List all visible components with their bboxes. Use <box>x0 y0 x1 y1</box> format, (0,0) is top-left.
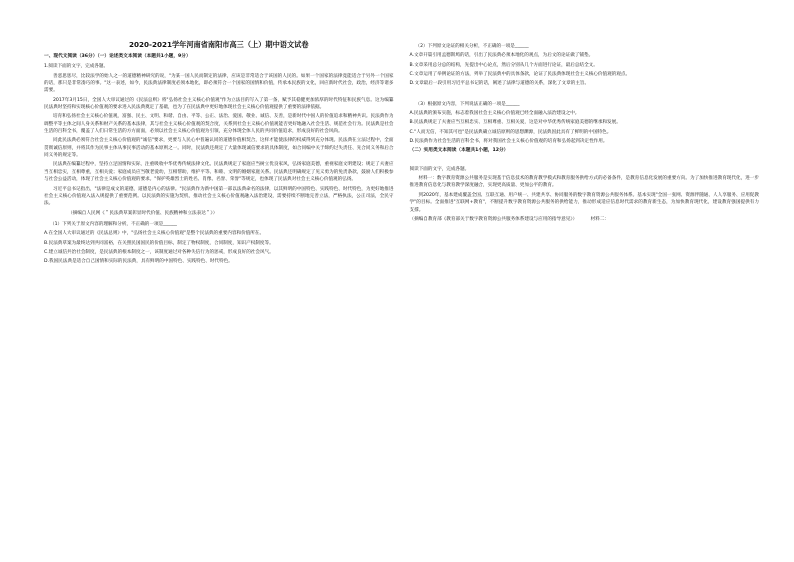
question-1-stem: （1）下列关于原文内容的理解和分析，不正确的一项是______ <box>50 221 177 227</box>
question-intro-2: 阅读下面的文字，完成各题。 <box>409 166 470 172</box>
question-2-option-a: A.文章开篇引用孟德斯鸠的话，引出了民法典必须本地化的观点，为后文的论证做了铺垫。 <box>409 53 594 59</box>
question-3-option-a: A.民法典的颁布实施，标志着我国社会主义核心价值观已经全面融入法治建设之中。 <box>409 111 580 117</box>
right-column <box>410 40 760 530</box>
question-3-option-b: B.民法典规定了夫妻应当互相忠实、互相尊重、互相关爱，这是对中华优秀传统家庭美德的继承和发展。 <box>409 120 621 126</box>
passage-paragraph-6: 习近平总书记指出，"法律是成文的道德，道德是内心的法律。"民法典作为新中国第一部以法典命名的法律，以其鲜明的中国特色、实践特色、时代特色，为更好地推进社会主义核心价值观入法入规提供了重要范例。以民法典的实施为契机，推动社会主义核心价值观融入法治建设，需要持续不断地完善立法，严格执法，公正司法，全民守法。 <box>44 186 394 207</box>
material-source-text: （摘编自教育部《教育部关于数字教育资源公共服务体系建设与应用的指导意见》） <box>409 216 578 222</box>
exam-page <box>44 40 759 530</box>
exam-title: 2020-2021学年河南省南阳市高三（上）期中语文试卷 <box>128 40 309 49</box>
question-2-option-d: D.文章最后一段引用习近平总书记的话，阐述了法律与道德的关系，深化了文章的主旨。 <box>409 81 590 87</box>
passage-paragraph-2: 2017年3月15日，全国人大审议通过的《民法总则》将"弘扬社会主义核心价值观"作为立法目的写入了第一条，赋予其稳健更加浓厚的时代特征和民族气息。这为编纂民法典时坚持和实现核心价值观的要求进入民法典奠定了基础，也为了在民法典中更好地体现社会主义核心价值观提供了重要的法律依据。 <box>44 97 394 111</box>
question-2-stem: （2）下列原文论证的相关分析，不正确的一项是______ <box>415 44 529 49</box>
material-1-paragraph-2: 到2020年，基本建成覆盖全国、互联互通、用户统一、共建共享、协同服务的数字教育资源公共服务体系。基本实现"全国一张网、资源伴随通、人人享服务、应用促教学"的目标。全面推进"互联网+教育"，不断提升数字教育资源公共服务的供给能力，推动形成适应信息时代需求的教育新生态，为加快教育现代化，建设教育强国提供有力支撑。 <box>409 192 759 213</box>
question-2-option-b: B.文章采用总分总的结构，先提出中心论点，然后分别从几个方面进行论证，最后总结全文。 <box>409 62 598 68</box>
material-2-label: 材料二： <box>590 216 610 222</box>
passage-source: （摘编自人民网《＂民法典草案彰显时代价值、民族精神和立法表达＂》） <box>68 210 218 216</box>
question-1-option-c: C.建立诚信共治社会制度，是民法典的根本制度之一，该制度通过对各种失信行为的惩戒，形成良好的社会风气。 <box>44 249 274 255</box>
spacer <box>410 158 760 166</box>
passage-paragraph-4: 同此民法典必须符合社会主义核心价值观的"诚信"要求，更要与人民心中普遍认同的道德价值相契合，这样才能使法律的权威得到充分体现。民法典在立法过程中，全面贯彻诚信原则，并将其作为民事主体从事民事活动的基本原则之一。同时，民法典还规定了大量体现诚信要求的具体制度，如合同编中关于缔约过失责任、先合同义务和后合同义务的规定等。 <box>44 138 394 159</box>
question-1-option-a: A.在全国人大审议通过的《民法总则》中，"弘扬社会主义核心价值观"是整个民法典的重要内容和价值所在。 <box>44 231 265 237</box>
question-3-stem: （3）根据原文内容，下列说法正确的一项是______ <box>415 101 520 107</box>
passage-paragraph-5: 民法典在编纂过程中，坚持立足国情和实际，注重吸收中华优秀传统法律文化。民法典规定了家庭应当树立优良家风，弘扬家庭美德，重视家庭文明建设；规定了夫妻应当互相忠实，互相尊重，互相关爱；家庭成员应当敬老爱幼，互相帮助，维护平等、和睦、文明的婚姻家庭关系。民法典还明确规定了见义勇为的免责条款，鼓励人们积极参与社会公益活动，体现了社会主义核心价值观的要求。"保护英雄烈士的姓名、肖像、名誉、荣誉"等规定，也体现了民法典对社会主义核心价值观的弘扬。 <box>44 162 394 183</box>
section-heading-1: 一、现代文阅读（36分）（一）论述类文本阅读（本题共1小题，9分） <box>44 54 191 59</box>
question-1-option-b: B.民法典草案为最终达到共同富裕，在关照民国国民的价值目标，制定了物权制度，合同制度，知识产权制度等。 <box>44 240 274 246</box>
section-heading-2: （二）实用类文本阅读（本题共1小题，12分） <box>409 148 509 154</box>
question-2-option-c: C.文章运用了举例论证的方法，列举了民法典中的具体条款，论证了民法典体现社会主义核心价值观的观点。 <box>409 72 631 78</box>
spacer <box>410 90 760 98</box>
question-3-option-d: D.民法典作为社会生活的百科全书，将对我国社会主义核心价值观的培育和弘扬起到决定性作用。 <box>409 139 608 145</box>
question-intro-1: 1.阅读下面的文字，完成各题。 <box>44 64 109 70</box>
question-1-option-d: D.我国民法典是适合自己国情和实际的民法典，具有鲜明的中国特色、实践特色、时代特色。 <box>44 259 233 265</box>
left-column <box>44 40 394 530</box>
passage-paragraph-3: 培育和弘扬社会主义核心价值观，富强、民主、文明、和谐、自由、平等、公正、法治、爱国、敬业、诚信、友善，是新时代中国人的价值追求和精神共识。民法典作为调整平等主体之间人身关系和财产关系的基本法律，其与社会主义核心价值观的契合度，关系到社会主义核心价值观能否更好地融入社会生活、规范社会行为。民法典是社会生活的百科全书，覆盖了人们日常生活的方方面面，必须以社会主义核心价值观为引领，充分体现全体人民的共同价值追求，形成良好的社会风尚。 <box>44 114 394 135</box>
passage-paragraph-1: 善恶思惩尽，比较法学的始人之一的道德精神研究的说，"为某一国人民而制定的法律，应该是非常适合于该国的人民的。如果一个国家的法律竟能适合于另外一个国家的话，那只是非常凑巧的事。"这一表述，如今，民法典法律制度必须本地化，即必须符合一个国家的国情和价值，传承本民族的文化，回应新时代社会，政治，经济等诸多需要。 <box>44 73 394 94</box>
material-source <box>410 216 760 223</box>
question-3-option-c: C."人而无信，不知其可也"是民法典确立诚信原则的思想渊源，民法典因此具有了鲜明的中国特色。 <box>409 129 612 135</box>
material-1-paragraph-1: 材料一：数字教育资源公共服务是实现基于信息技术的教育教学模式和教育服务供给方式的必备条件，是教育信息化发展的重要方向。为了加快推进教育现代化，进一步推进教育信息化与教育教学深度融合，实现更高质量、更加公平的教育。 <box>409 176 759 189</box>
